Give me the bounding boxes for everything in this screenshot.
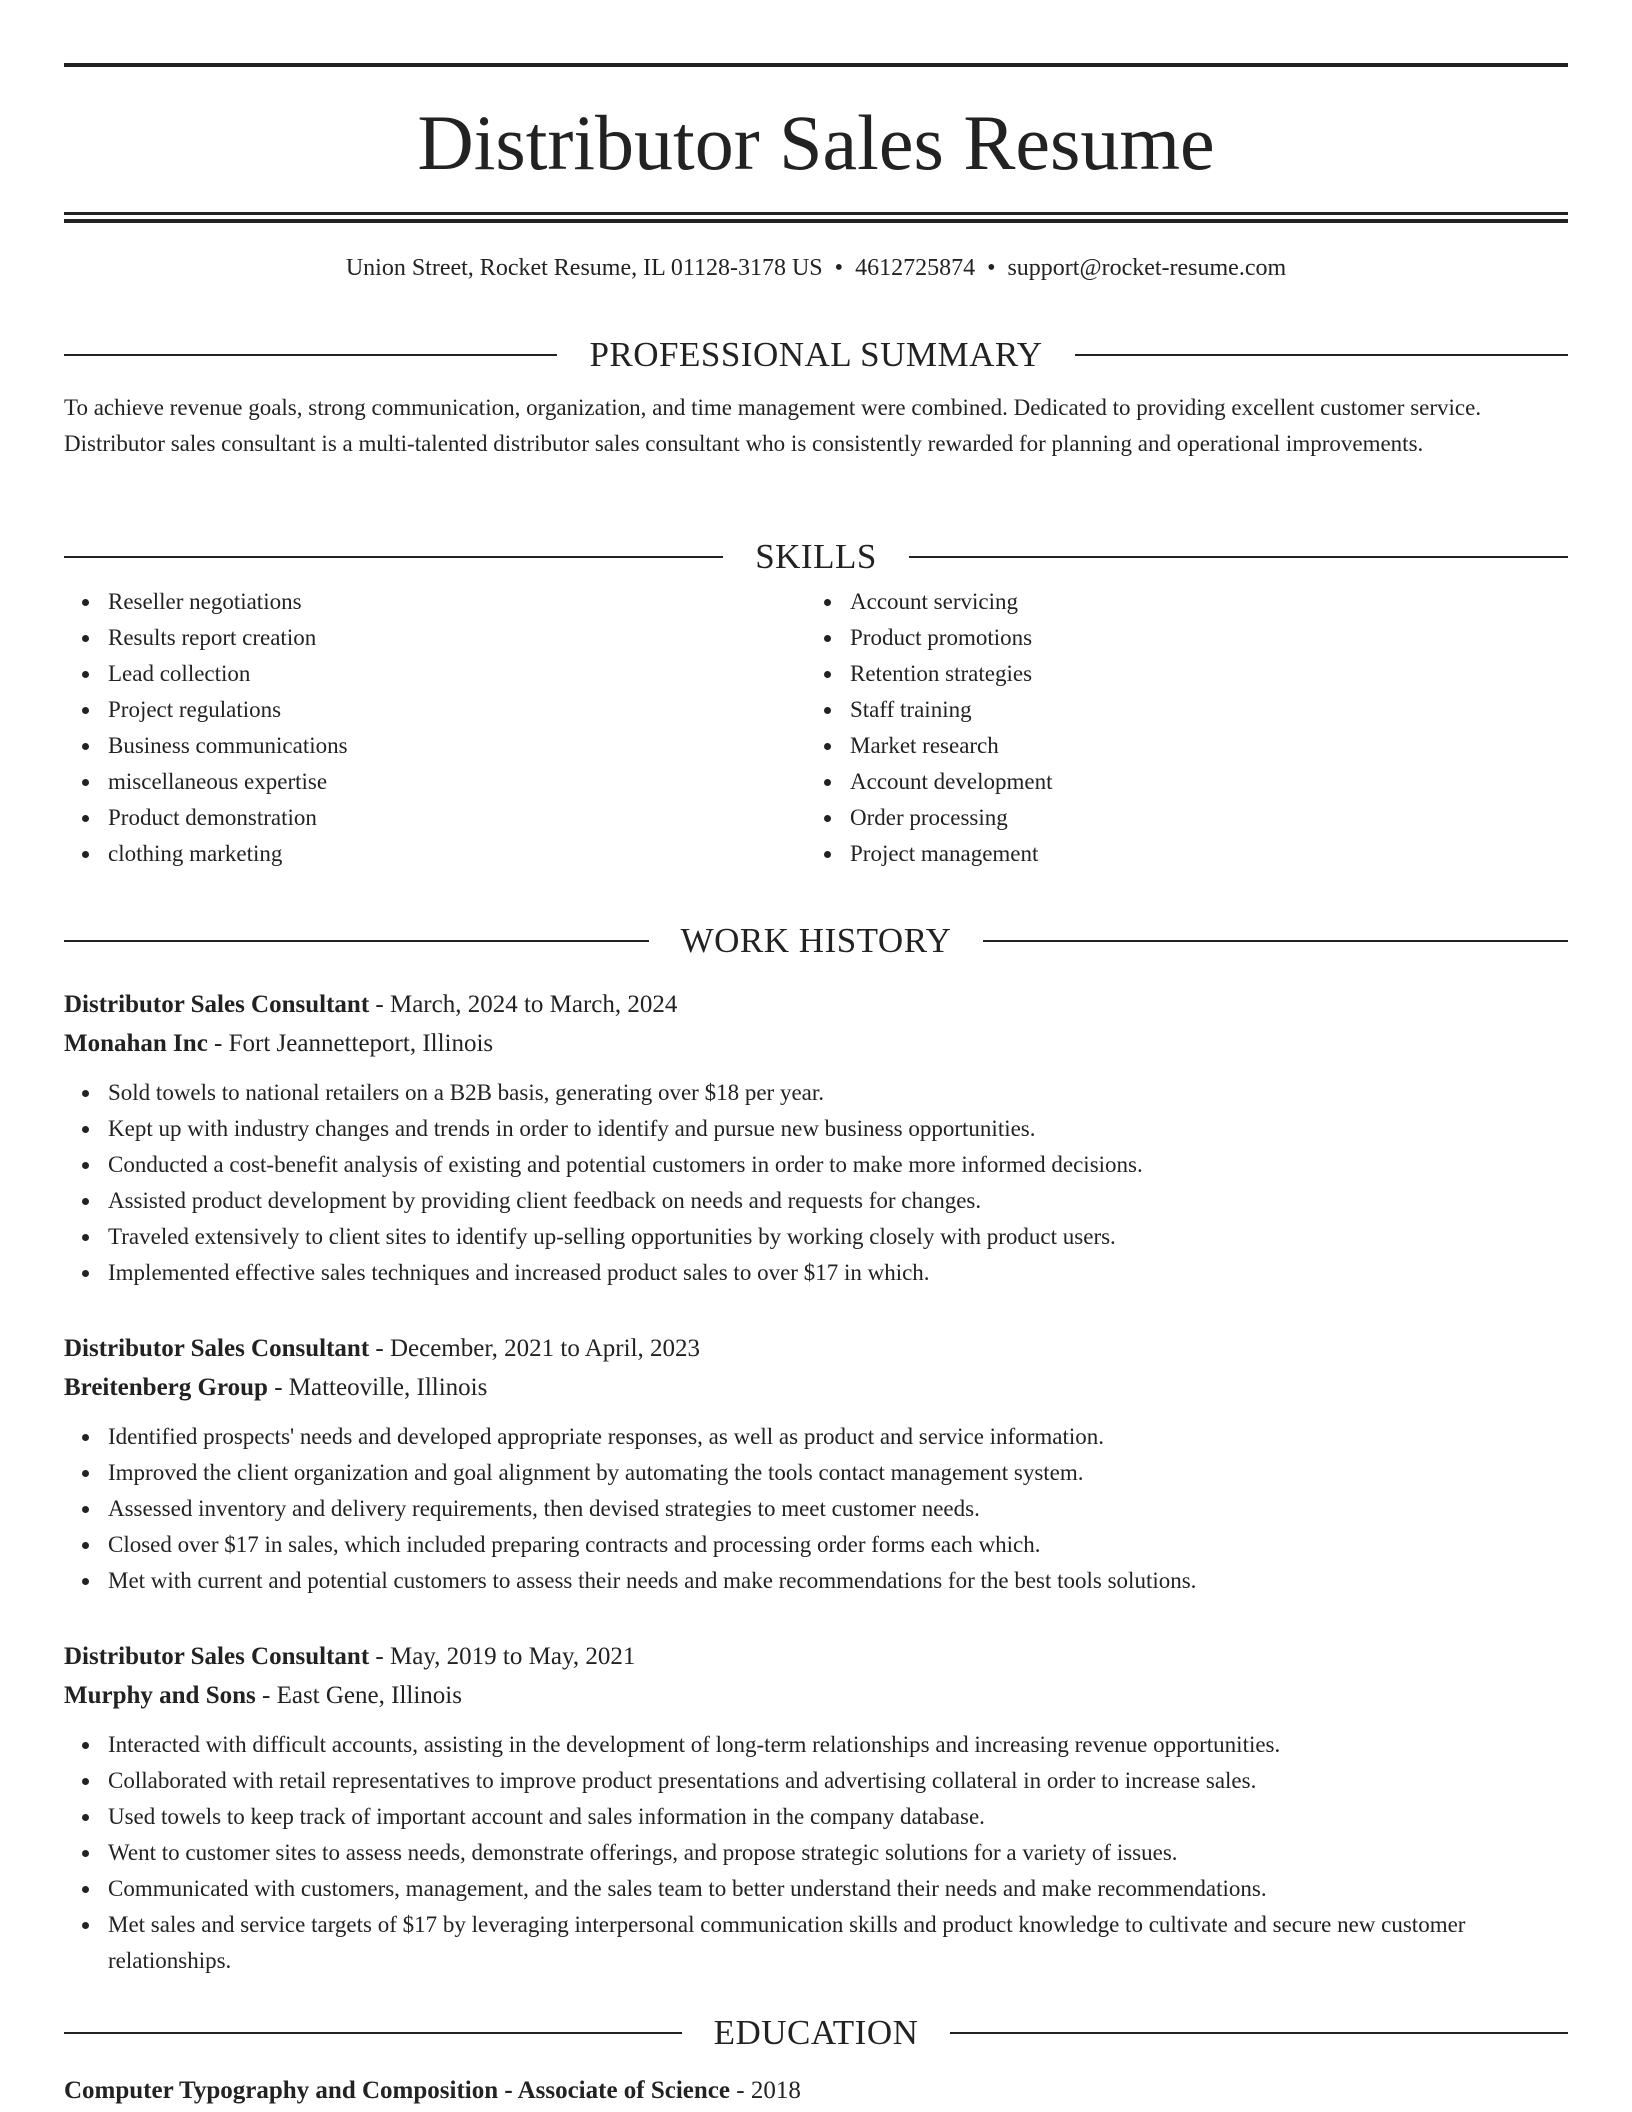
job-dates: - March, 2024 to March, 2024 bbox=[369, 991, 678, 1018]
education-degree: Computer Typography and Composition - Associate of Science bbox=[64, 2077, 731, 2104]
job-bullet: Assessed inventory and delivery requirements, then devised strategies to meet customer needs. bbox=[108, 1491, 1568, 1527]
work-history-heading bbox=[64, 921, 1568, 961]
job-location: - Matteoville, Illinois bbox=[267, 1374, 488, 1401]
job-title-line bbox=[64, 1637, 1568, 1676]
skill-item: clothing marketing bbox=[108, 836, 806, 872]
work-heading-label: WORK HISTORY bbox=[680, 921, 952, 960]
top-rule bbox=[64, 63, 1568, 67]
job-company: Monahan Inc bbox=[64, 1030, 208, 1057]
contact-address: Union Street, Rocket Resume, IL 01128-3178 US bbox=[345, 255, 823, 281]
job-title: Distributor Sales Consultant bbox=[64, 991, 370, 1018]
skill-item: Project management bbox=[850, 836, 1548, 872]
title-double-rule bbox=[64, 212, 1568, 215]
job-bullet: Communicated with customers, management, and the sales team to better understand their needs and make recommendations. bbox=[108, 1871, 1568, 1907]
heading-rule bbox=[64, 354, 557, 356]
heading-rule bbox=[64, 556, 723, 558]
heading-rule bbox=[909, 556, 1568, 558]
job-bullet: Collaborated with retail representatives to improve product presentations and advertising collateral in order to increase sales. bbox=[108, 1763, 1568, 1799]
skill-item: Retention strategies bbox=[850, 656, 1548, 692]
job-bullet: Traveled extensively to client sites to identify up-selling opportunities by working closely with product users. bbox=[108, 1219, 1568, 1255]
summary-text: To achieve revenue goals, strong communication, organization, and time management were combined. Dedicated to providing excellent customer service. Distributor sales consultant is a multi-talented distributor sales consultant who is consistently rewarded for planning and operational improvements. bbox=[64, 395, 1482, 456]
skills-columns bbox=[64, 584, 1568, 872]
job-location: - East Gene, Illinois bbox=[255, 1682, 462, 1709]
skill-item: Reseller negotiations bbox=[108, 584, 806, 620]
skill-item: Product promotions bbox=[850, 620, 1548, 656]
skill-item: Account development bbox=[850, 764, 1548, 800]
skills-heading bbox=[64, 537, 1568, 577]
heading-rule bbox=[64, 940, 649, 942]
heading-rule bbox=[950, 2032, 1568, 2034]
job-bullets bbox=[64, 1075, 1568, 1291]
summary-heading bbox=[64, 335, 1568, 375]
skill-item: Order processing bbox=[850, 800, 1548, 836]
skill-item: Lead collection bbox=[108, 656, 806, 692]
job-bullet: Implemented effective sales techniques and increased product sales to over $17 in which. bbox=[108, 1255, 1568, 1291]
job-dates: - May, 2019 to May, 2021 bbox=[369, 1643, 636, 1670]
contact-separator: • bbox=[834, 255, 844, 281]
job-company: Breitenberg Group bbox=[64, 1374, 268, 1401]
skills-left-column bbox=[64, 584, 806, 872]
job-company-line bbox=[64, 1368, 1568, 1407]
job-entry bbox=[64, 1329, 1568, 1599]
skill-item: Results report creation bbox=[108, 620, 806, 656]
job-bullet: Sold towels to national retailers on a B2B basis, generating over $18 per year. bbox=[108, 1075, 1568, 1111]
education-heading-label: EDUCATION bbox=[713, 2013, 919, 2052]
job-entry bbox=[64, 985, 1568, 1291]
skill-item: Project regulations bbox=[108, 692, 806, 728]
job-bullet: Met with current and potential customers to assess their needs and make recommendations for the best tools solutions. bbox=[108, 1563, 1568, 1599]
skill-item: Staff training bbox=[850, 692, 1548, 728]
education-entry bbox=[64, 2071, 1568, 2110]
skill-item: miscellaneous expertise bbox=[108, 764, 806, 800]
education-heading bbox=[64, 2013, 1568, 2053]
job-title-line bbox=[64, 1329, 1568, 1368]
contact-separator: • bbox=[987, 255, 996, 281]
job-bullets bbox=[64, 1727, 1568, 1979]
contact-phone: 4612725874 bbox=[855, 255, 976, 281]
job-bullet: Used towels to keep track of important account and sales information in the company database. bbox=[108, 1799, 1568, 1835]
job-location: - Fort Jeannetteport, Illinois bbox=[207, 1030, 494, 1057]
job-dates: - December, 2021 to April, 2023 bbox=[369, 1335, 701, 1362]
job-company-line bbox=[64, 1676, 1568, 1715]
job-bullet: Assisted product development by providing client feedback on needs and requests for changes. bbox=[108, 1183, 1568, 1219]
skill-item: Account servicing bbox=[850, 584, 1548, 620]
heading-rule bbox=[983, 940, 1568, 942]
education-section bbox=[64, 2013, 1568, 2110]
skill-item: Business communications bbox=[108, 728, 806, 764]
heading-rule bbox=[64, 2032, 682, 2034]
job-bullet: Identified prospects' needs and developed appropriate responses, as well as product and service information. bbox=[108, 1419, 1568, 1455]
job-company-line bbox=[64, 1024, 1568, 1063]
resume-page bbox=[64, 0, 1568, 2104]
skills-heading-label: SKILLS bbox=[755, 537, 877, 576]
summary-heading-label: PROFESSIONAL SUMMARY bbox=[589, 335, 1043, 374]
education-year: - 2018 bbox=[730, 2077, 801, 2104]
summary-section bbox=[64, 335, 1568, 462]
job-company: Murphy and Sons bbox=[64, 1682, 256, 1709]
resume-title: Distributor Sales Resume bbox=[417, 99, 1215, 186]
contact-line bbox=[64, 253, 1568, 283]
job-title: Distributor Sales Consultant bbox=[64, 1335, 370, 1362]
skill-item: Market research bbox=[850, 728, 1548, 764]
heading-rule bbox=[1075, 354, 1568, 356]
job-bullet: Went to customer sites to assess needs, demonstrate offerings, and propose strategic solutions for a variety of issues. bbox=[108, 1835, 1568, 1871]
job-bullets bbox=[64, 1419, 1568, 1599]
job-title-line bbox=[64, 985, 1568, 1024]
contact-email: support@rocket-resume.com bbox=[1007, 255, 1287, 281]
work-heading bbox=[64, 921, 1568, 961]
job-entry bbox=[64, 1637, 1568, 1979]
job-bullet: Interacted with difficult accounts, assisting in the development of long-term relationships and increasing revenue opportunities. bbox=[108, 1727, 1568, 1763]
job-bullet: Improved the client organization and goal alignment by automating the tools contact management system. bbox=[108, 1455, 1568, 1491]
job-bullet: Closed over $17 in sales, which included preparing contracts and processing order forms each which. bbox=[108, 1527, 1568, 1563]
skills-right-column bbox=[806, 584, 1548, 872]
job-title: Distributor Sales Consultant bbox=[64, 1643, 370, 1670]
job-bullet: Met sales and service targets of $17 by leveraging interpersonal communication skills and product knowledge to cultivate and secure new customer relationships. bbox=[108, 1907, 1568, 1979]
job-bullet: Conducted a cost-benefit analysis of existing and potential customers in order to make more informed decisions. bbox=[108, 1147, 1568, 1183]
job-bullet: Kept up with industry changes and trends in order to identify and pursue new business opportunities. bbox=[108, 1111, 1568, 1147]
skill-item: Product demonstration bbox=[108, 800, 806, 836]
skills-section bbox=[64, 537, 1568, 872]
